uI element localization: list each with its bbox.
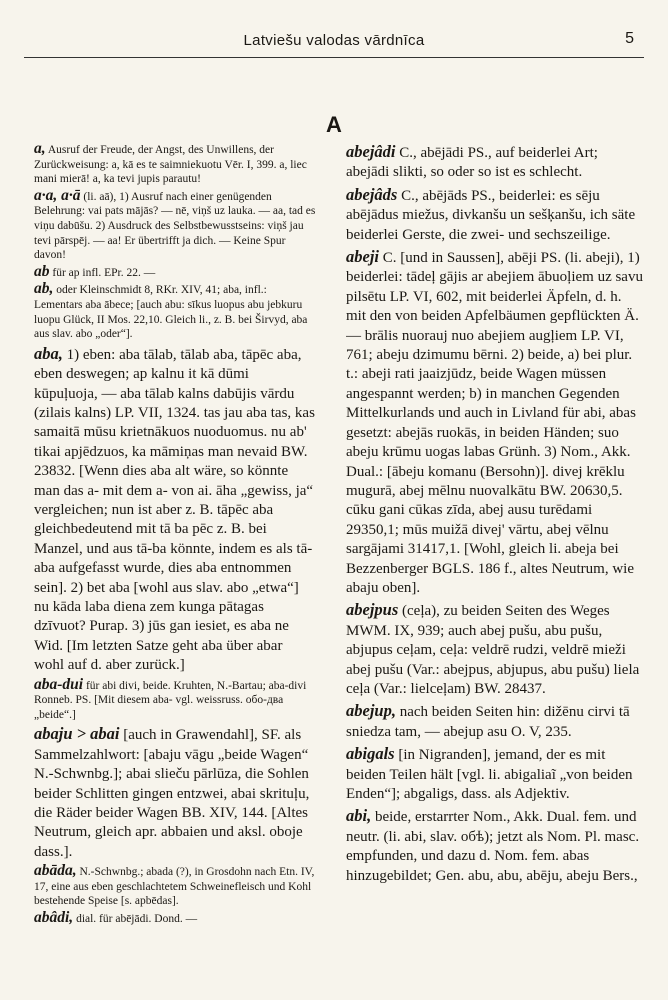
dictionary-entry	[34, 675, 316, 723]
entry-text: beide, erstarrter Nom., Akk. Dual. fem. und neutr. (li. abi, slav. обѣ); jetzt als Nom. Pl. masc. empfunden, und dazu d. Nom. fem. abas hinzugebildet; Gen. abu, abu, abēju, abeju Bers.,	[346, 809, 640, 884]
right-column	[346, 142, 644, 987]
dictionary-entry	[346, 701, 644, 742]
dictionary-title: Latviešu valodas vārdnīca	[243, 32, 425, 49]
entry-headword: aba-dui	[34, 675, 84, 693]
dictionary-entry	[34, 282, 316, 341]
entry-headword: a·a, a·ā	[34, 186, 81, 204]
entry-text: (ceļa), zu beiden Seiten des Weges MWM. IX, 939; auch abej pušu, abu pušu, abjupus ceļam, ceļa: veldrē rudzi, veldrē mieži abej pušu (Var.: abejpus, abjupus, abu pušu) liela ceļa (Var.: lielceļam) BW. 28437.	[346, 603, 640, 697]
dictionary-entry	[346, 806, 644, 886]
entry-headword: aba,	[34, 343, 63, 363]
entry-text: C., abējāds PS., beiderlei: es sēju abējādus miežus, divkanšu un sešķanšu, ich säte beiderlei Gerste, die zwei- und sechszeilige.	[346, 187, 636, 243]
dictionary-entry	[34, 262, 316, 281]
page-header	[24, 26, 644, 54]
dictionary-entry	[346, 185, 644, 245]
dictionary-entry	[346, 744, 644, 804]
dictionary-entry	[34, 186, 316, 263]
dictionary-entry	[34, 864, 316, 909]
entry-text: [in Nigranden], jemand, der es mit beiden Teilen hält [vgl. li. abigaliaĩ „von beiden Enden“]; abgaligs, dass. als Adjektiv.	[346, 747, 633, 802]
entry-headword: ab	[34, 262, 50, 280]
entry-text: nach beiden Seiten hin: dižēnu cirvi tā sniedza tam, — abejup asu O. V, 235.	[346, 704, 630, 740]
left-column	[34, 142, 316, 987]
entry-text: 1) eben: aba tālab, tālab aba, tāpēc aba, eben deswegen; ap kalnu it kā dūmi kūpuļuoja, — aba tālab kalns dabūjis vārdu (zilais kalns) LP. VII, 1324. tas jau aba tas, kas samaitā mūsu krietnākuos nuoduomus. nu ab' tikai apjēdzuos, ka māmiņas man nevaid BW. 23832. [Wenn dies aba alt wäre, so könnte man das a- mit dem a- von ai. āha „gewiss, ja“ vergleichen; nun ist aber z. B. tāpēc aba gleichbedeutend mit tā ba pēc z. B. bei Manzel, und aus tā-ba könnte, indem es als tā-aba aufgefasst wurde, dies aba entnommen sein]. 2) bet aba [wohl aus slav. abo „etwa“] nu kāda laba diena zem kunga pātagas dzīvuot? Purap. 3) jūs gan iesiet, es aba ne Wid. [Im letzten Satze geht aba über abar wohl auf d. aber zurück.]	[34, 346, 315, 674]
entry-text: C. [und in Saussen], abēji PS. (li. abeji), 1) beiderlei: tādeļ gājis ar abejiem ābuoļiem uz savu pilsētu LP. VI, 602, mit beiderlei Äpfeln, d. h. mit den von beiden Apfelbäumen gepflückten Ä. — brālis nuorauj nuo abejiem augļiem LP. VI, 761; abeju dzimumu bērni. 2) beide, a) bei plur. t.: abeji rati jaaizjūdz, beide Wagen müssen angespannt werden; b) in manchen Gegenden Mittelkurlands und auch in Livland für abi, abas gesetzt: abejās ruokās, in beiden Händen; suo abeju krūmu uogas labas Grünh. 3) Nom., Akk. Dual.: [ābeju komanu (Bersohn)]. divej krēklu mugurā, abej mēlnu nuovalkātu BW. 20630,5. cūku gani cūkas zīda, abej ausu turēdami 29350,1; mūs muižā divej' vārtu, abej vēlnu sargājami 31417,1. [Wohl, gleich li. abeja bei Bezzenberger BGLS. 186 f., altes Neutrum, wie abaju oben].	[346, 250, 643, 596]
entry-headword: abeji	[346, 247, 379, 267]
entry-text: C., abējādi PS., auf beiderlei Art; abejādi slikti, so oder so ist es schlecht.	[346, 145, 598, 181]
entry-text: (li. aā), 1) Ausruf nach einer genügenden Belehrung: vai pats mājās? — nē, viņš uz lauka. — aa, tad es viņu dabūšu. 2) Ausdruck des Selbstbewusstseins: viņš jau tevi pārspēj. — aa! Er übertrifft ja dich. — Keine Spur davon!	[34, 190, 316, 262]
entry-text: Ausruf der Freude, der Angst, des Unwillens, der Zurückweisung: a, kā es te saimniekuotu Vēr. I, 399. a, liec mani mierā! a, ka tevi jupis parautu!	[34, 144, 307, 186]
page-number: 5	[625, 30, 634, 47]
entry-text: [auch in Grawendahl], SF. als Sammelzahlwort: [abaju vāgu „beide Wagen“ N.-Schwnbg.]; abai slieču pārlūza, die Sohlen beider Schlitten gingen entzwei, abai skrituļu, die Räder beider Wagen BB. XIV, 144. [Altes Neutrum, gleich apr. abbaien und aksl. oboje dass.].	[34, 727, 310, 860]
entry-headword: abaju > abai	[34, 724, 120, 744]
entry-headword: ab,	[34, 280, 54, 298]
dictionary-entry	[34, 142, 316, 187]
entry-text: N.-Schwnbg.; abada (?), in Grosdohn nach Etn. IV, 17, eine aus eben geschlachtetem Schweinefleisch und Kohl bestehende Speise [s. apbēdas].	[34, 866, 315, 908]
dictionary-entry	[346, 142, 644, 183]
entry-headword: abejâdi	[346, 142, 396, 161]
entry-headword: abejpus	[346, 600, 399, 620]
entry-headword: abi,	[346, 806, 372, 826]
entry-headword: abâdi,	[34, 909, 74, 927]
dictionary-entry	[346, 600, 644, 699]
entry-text: dial. für abējādi. Dond. —	[76, 913, 198, 926]
dictionary-entry	[34, 911, 316, 927]
entry-text: für abi divi, beide. Kruhten, N.-Bartau; aba-divi Ronneb. PS. [Mit diesem aba- vgl. weissruss. обо-два „beide“.]	[34, 679, 307, 721]
section-letter: A	[326, 112, 342, 137]
dictionary-entry	[34, 724, 316, 862]
dictionary-entry	[346, 247, 644, 598]
entry-text: für ap infl. EPr. 22. —	[52, 266, 156, 279]
dictionary-entry	[34, 344, 316, 676]
entry-headword: abejup,	[346, 701, 396, 721]
entry-headword: abejâds	[346, 184, 398, 204]
entry-headword: abigals	[346, 744, 395, 764]
entry-headword: abāda,	[34, 862, 77, 880]
entry-text: oder Kleinschmidt 8, RKr. XIV, 41; aba, infl.: Lementars aba ābece; [auch abu: sīkus luopus abu jebkuru luopu Glück, II Mos. 22,10. Gleich li., z. B. bei Širvyd, aba aus slav. abo „oder“].	[34, 284, 308, 341]
entry-headword: a,	[34, 142, 46, 157]
header-rule	[24, 57, 644, 58]
